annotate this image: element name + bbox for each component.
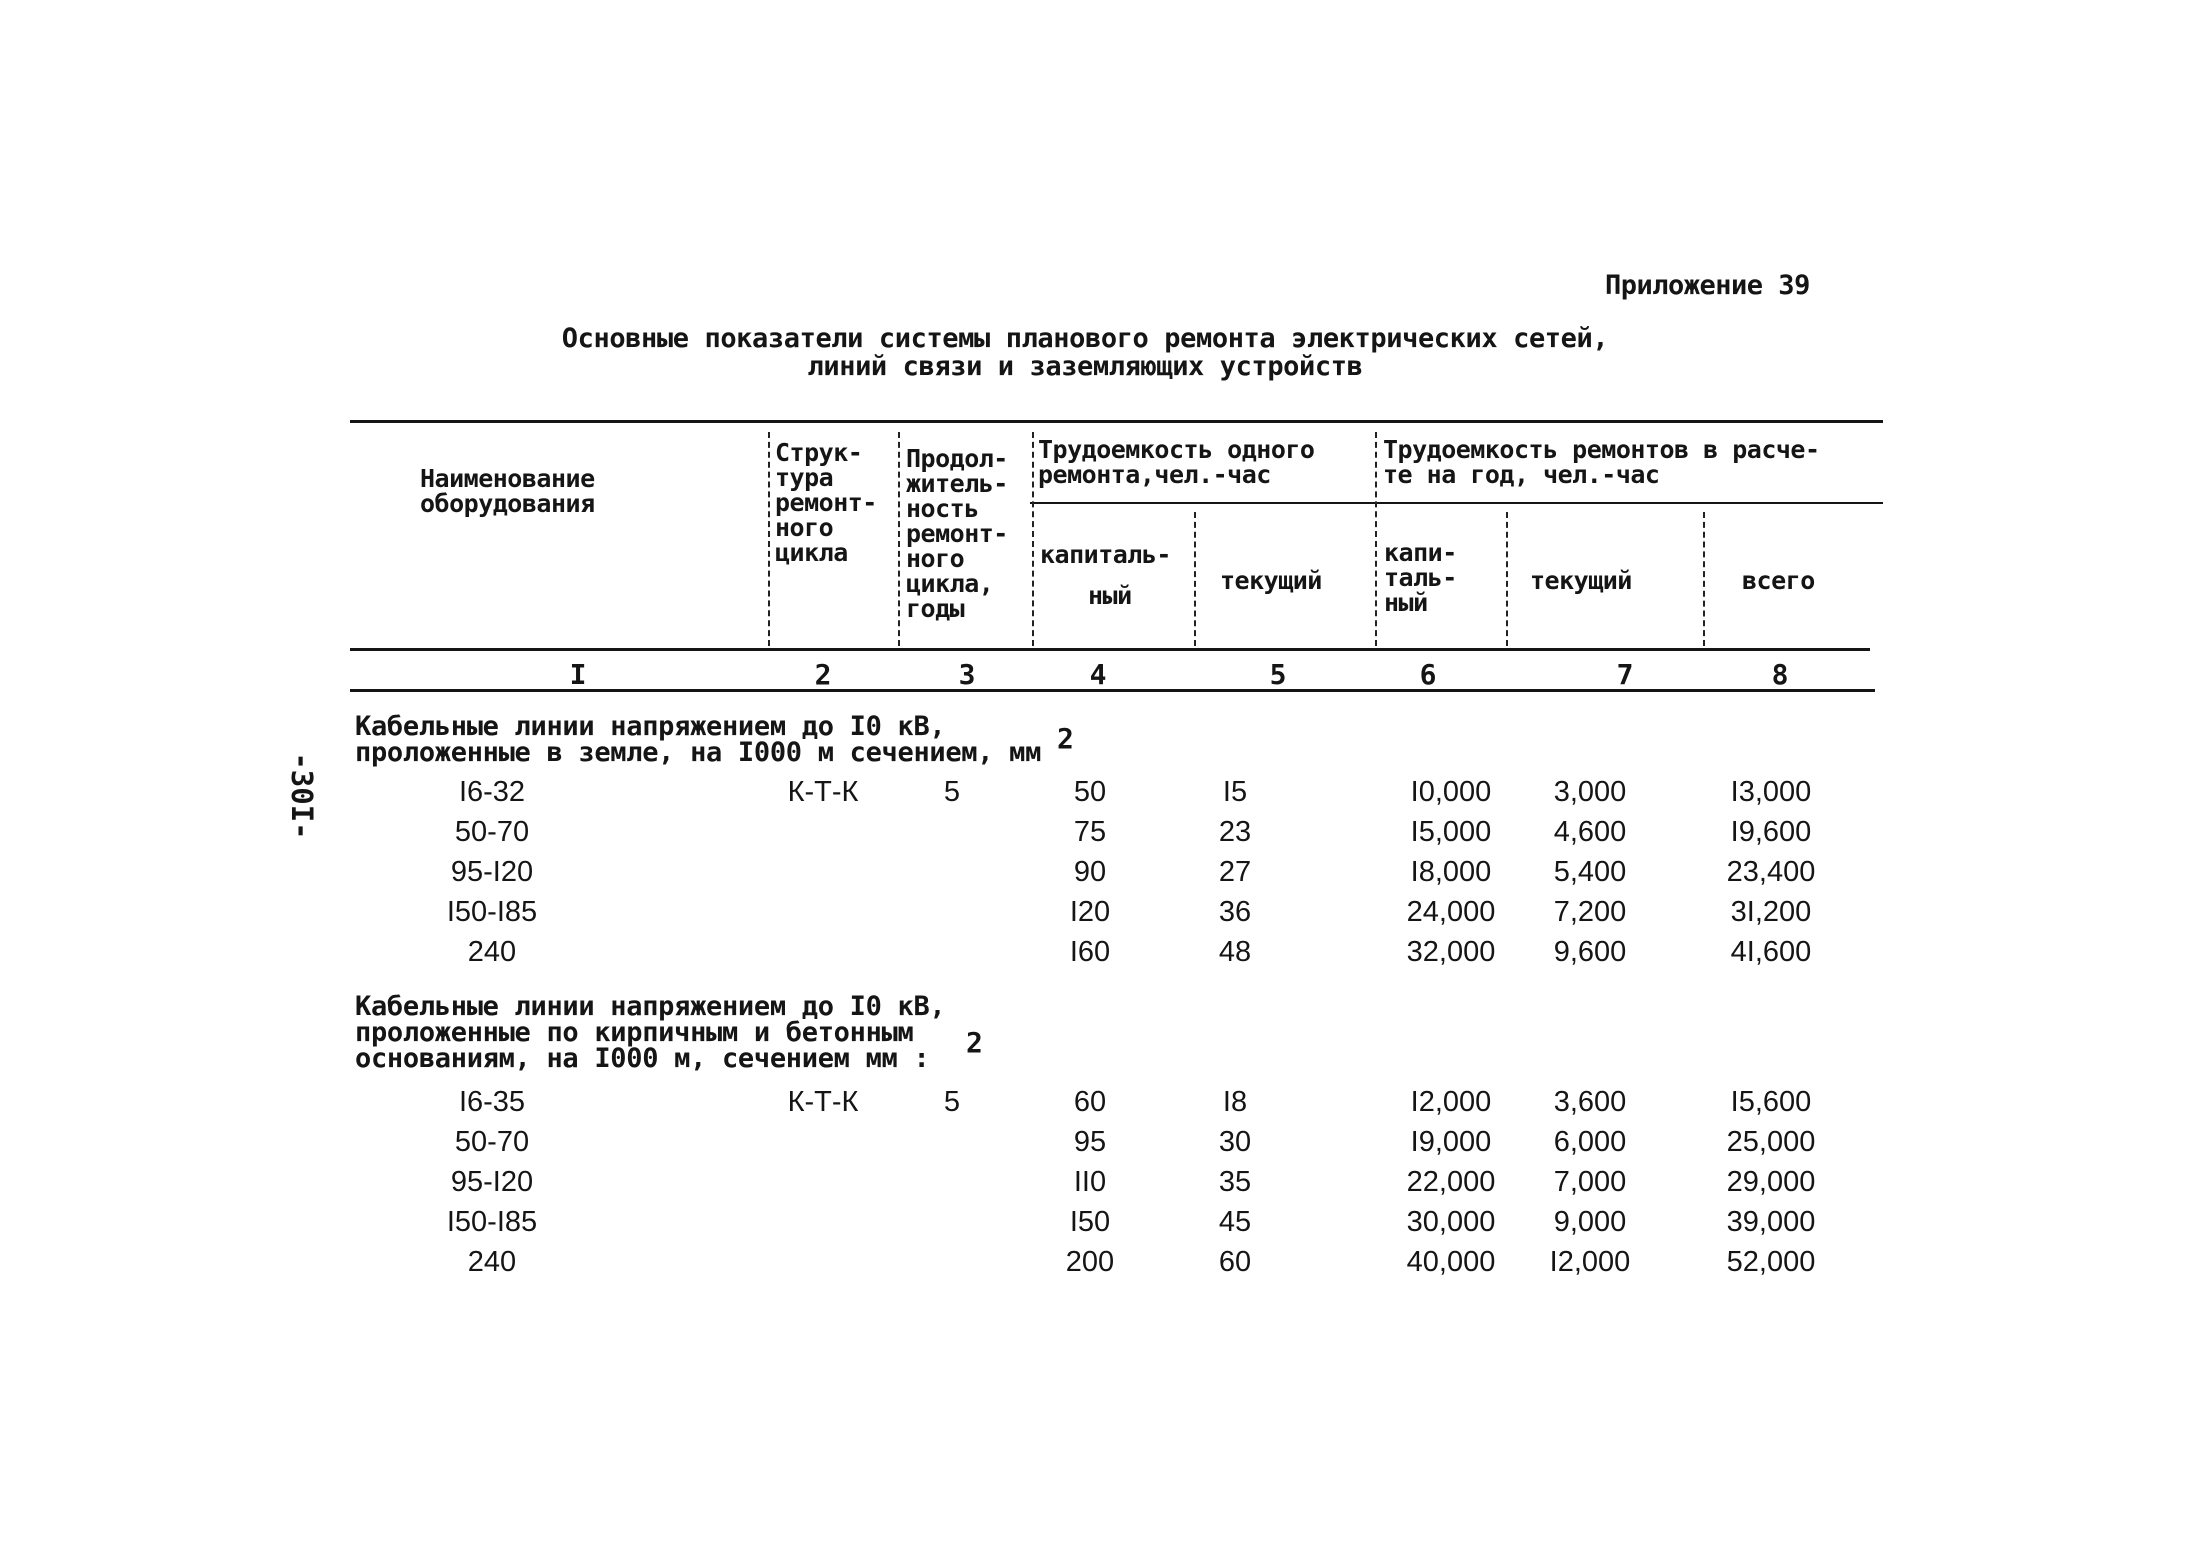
cell-capital-year: I5,000 <box>1410 816 1492 848</box>
cell-structure: К-Т-К <box>787 776 859 808</box>
cell-total-year: 23,400 <box>1726 856 1816 888</box>
cell-name: 50-70 <box>454 1126 530 1158</box>
cell-name: I50-I85 <box>446 896 538 928</box>
cell-current-year: 3,000 <box>1553 776 1627 808</box>
cell-capital-year: I2,000 <box>1410 1086 1492 1118</box>
cell-capital-year: 32,000 <box>1406 936 1496 968</box>
top-rule <box>350 420 1883 423</box>
section-title: Кабельные линии напряжением до I0 кВ, проложенные в земле, на I000 м сечением, мм <box>355 711 1042 768</box>
cell-capital-year: 40,000 <box>1406 1246 1496 1278</box>
header-capital-one: капиталь- <box>1040 540 1171 569</box>
cell-current-one: 30 <box>1218 1126 1252 1158</box>
header-duration: Продол- житель- ность ремонт- ного цикла, годы <box>906 444 1008 623</box>
column-separator <box>898 432 900 646</box>
cell-capital-one: 50 <box>1073 776 1107 808</box>
header-total-year: всего <box>1742 566 1815 595</box>
cell-total-year: I3,000 <box>1730 776 1812 808</box>
cell-total-year: I5,600 <box>1730 1086 1812 1118</box>
header-bottom-rule <box>350 648 1870 651</box>
column-separator <box>1032 432 1034 646</box>
cell-capital-one: I20 <box>1069 896 1111 928</box>
column-number: I <box>569 658 587 691</box>
column-number: 6 <box>1419 658 1437 691</box>
cell-name: 50-70 <box>454 816 530 848</box>
header-capital-year: капи- таль- ный <box>1384 538 1457 617</box>
header-labor-one: Трудоемкость одного ремонта,чел.-час <box>1038 435 1315 489</box>
cell-total-year: 29,000 <box>1726 1166 1816 1198</box>
cell-current-one: 36 <box>1218 896 1252 928</box>
column-separator <box>768 432 770 646</box>
document-title <box>470 325 1700 381</box>
cell-duration: 5 <box>943 1086 961 1118</box>
cell-current-one: 23 <box>1218 816 1252 848</box>
cell-current-year: 4,600 <box>1553 816 1627 848</box>
cell-name: 95-I20 <box>450 856 534 888</box>
cell-capital-one: 200 <box>1065 1246 1115 1278</box>
appendix-label: Приложение 39 <box>1605 270 1810 301</box>
column-number: 3 <box>958 658 976 691</box>
cell-duration: 5 <box>943 776 961 808</box>
cell-capital-one: I50 <box>1069 1206 1111 1238</box>
cell-total-year: 52,000 <box>1726 1246 1816 1278</box>
column-number: 4 <box>1089 658 1107 691</box>
title-line-1: Основные показатели системы планового ремонта электрических сетей, <box>561 323 1609 354</box>
cell-capital-year: 24,000 <box>1406 896 1496 928</box>
cell-capital-one: I60 <box>1069 936 1111 968</box>
cell-current-one: 60 <box>1218 1246 1252 1278</box>
header-capital-one-line2: ный <box>1088 581 1132 610</box>
cell-current-year: 6,000 <box>1553 1126 1627 1158</box>
cell-capital-one: 60 <box>1073 1086 1107 1118</box>
cell-name: 240 <box>467 1246 517 1278</box>
section-superscript: 2 <box>966 1026 983 1059</box>
column-separator <box>1375 432 1377 646</box>
cell-current-year: I2,000 <box>1549 1246 1631 1278</box>
column-separator <box>1194 512 1196 646</box>
cell-capital-one: II0 <box>1073 1166 1107 1198</box>
cell-capital-one: 90 <box>1073 856 1107 888</box>
column-number: 5 <box>1269 658 1287 691</box>
title-line-2: линий связи и заземляющих устройств <box>807 351 1363 382</box>
cell-capital-year: 22,000 <box>1406 1166 1496 1198</box>
section-superscript: 2 <box>1057 722 1074 755</box>
cell-capital-year: 30,000 <box>1406 1206 1496 1238</box>
cell-current-one: 35 <box>1218 1166 1252 1198</box>
cell-name: I50-I85 <box>446 1206 538 1238</box>
cell-total-year: 39,000 <box>1726 1206 1816 1238</box>
cell-current-year: 7,000 <box>1553 1166 1627 1198</box>
cell-current-year: 5,400 <box>1553 856 1627 888</box>
column-number: 7 <box>1616 658 1634 691</box>
cell-capital-one: 75 <box>1073 816 1107 848</box>
cell-capital-year: I8,000 <box>1410 856 1492 888</box>
page-number: -30I- <box>285 752 319 840</box>
section-title: Кабельные линии напряжением до I0 кВ, проложенные по кирпичным и бетонным основаниям, на I000 м, сечением мм : <box>355 991 946 1074</box>
cell-current-one: I5 <box>1222 776 1248 808</box>
cell-capital-year: I9,000 <box>1410 1126 1492 1158</box>
cell-structure: К-Т-К <box>787 1086 859 1118</box>
cell-total-year: I9,600 <box>1730 816 1812 848</box>
cell-current-year: 3,600 <box>1553 1086 1627 1118</box>
cell-current-year: 9,600 <box>1553 936 1627 968</box>
cell-total-year: 25,000 <box>1726 1126 1816 1158</box>
cell-total-year: 4I,600 <box>1730 936 1812 968</box>
header-current-year: текущий <box>1530 566 1632 595</box>
cell-total-year: 3I,200 <box>1730 896 1812 928</box>
cell-capital-year: I0,000 <box>1410 776 1492 808</box>
column-separator <box>1506 512 1508 646</box>
header-current-one: текущий <box>1220 566 1322 595</box>
cell-current-one: 45 <box>1218 1206 1252 1238</box>
cell-capital-one: 95 <box>1073 1126 1107 1158</box>
column-number: 2 <box>814 658 832 691</box>
cell-name: 240 <box>467 936 517 968</box>
cell-name: I6-35 <box>458 1086 526 1118</box>
column-separator <box>1703 512 1705 646</box>
cell-current-year: 9,000 <box>1553 1206 1627 1238</box>
cell-current-one: I8 <box>1222 1086 1248 1118</box>
cell-current-one: 27 <box>1218 856 1252 888</box>
cell-name: 95-I20 <box>450 1166 534 1198</box>
header-structure: Струк- тура ремонт- ного цикла <box>775 438 877 567</box>
cell-name: I6-32 <box>458 776 526 808</box>
header-labor-year: Трудоемкость ремонтов в расче- те на год, чел.-час <box>1383 435 1820 489</box>
subheader-rule <box>1030 502 1883 504</box>
column-number: 8 <box>1771 658 1789 691</box>
cell-current-year: 7,200 <box>1553 896 1627 928</box>
header-name: Наименование оборудования <box>420 464 595 518</box>
cell-current-one: 48 <box>1218 936 1252 968</box>
